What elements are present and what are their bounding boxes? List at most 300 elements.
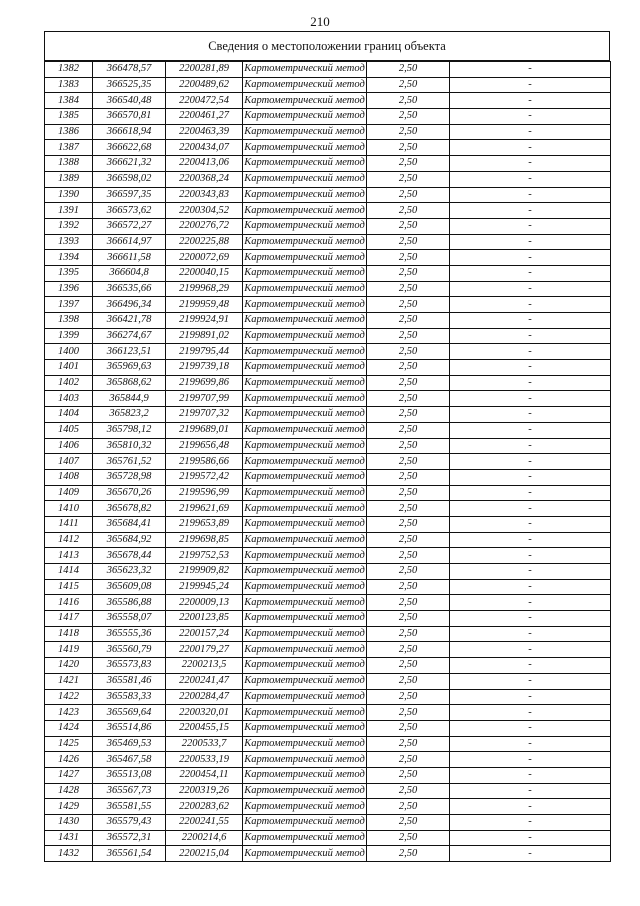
point-number-cell: 1395 [45,265,93,281]
accuracy-cell: 2,50 [367,265,450,281]
y-coordinate-cell: 2200241,47 [166,673,243,689]
method-cell: Картометрический метод [243,218,367,234]
table-row [45,203,611,219]
y-coordinate-cell: 2200489,62 [166,77,243,93]
method-cell: Картометрический метод [243,124,367,140]
method-cell: Картометрический метод [243,454,367,470]
table-row [45,815,611,831]
y-coordinate-cell: 2200455,15 [166,720,243,736]
table-row [45,469,611,485]
point-number-cell: 1419 [45,642,93,658]
accuracy-cell: 2,50 [367,815,450,831]
y-coordinate-cell: 2200461,27 [166,109,243,125]
method-cell: Картометрический метод [243,109,367,125]
y-coordinate-cell: 2199909,82 [166,564,243,580]
page-number: 210 [310,14,330,29]
x-coordinate-cell: 365467,58 [93,752,166,768]
x-coordinate-cell: 365823,2 [93,407,166,423]
description-cell: - [450,720,611,736]
y-coordinate-cell: 2199891,02 [166,328,243,344]
table-row [45,454,611,470]
method-cell: Картометрический метод [243,611,367,627]
point-number-cell: 1425 [45,736,93,752]
x-coordinate-cell: 365810,32 [93,438,166,454]
description-cell: - [450,156,611,172]
table-row [45,93,611,109]
point-number-cell: 1418 [45,626,93,642]
y-coordinate-cell: 2199945,24 [166,579,243,595]
table-row [45,799,611,815]
accuracy-cell: 2,50 [367,579,450,595]
x-coordinate-cell: 365684,41 [93,516,166,532]
description-cell: - [450,689,611,705]
x-coordinate-cell: 366614,97 [93,234,166,250]
y-coordinate-cell: 2199656,48 [166,438,243,454]
description-cell: - [450,360,611,376]
y-coordinate-cell: 2199586,66 [166,454,243,470]
description-cell: - [450,815,611,831]
method-cell: Картометрический метод [243,720,367,736]
accuracy-cell: 2,50 [367,720,450,736]
method-cell: Картометрический метод [243,265,367,281]
table-row [45,548,611,564]
description-cell: - [450,752,611,768]
y-coordinate-cell: 2199959,48 [166,297,243,313]
point-number-cell: 1429 [45,799,93,815]
x-coordinate-cell: 365586,88 [93,595,166,611]
y-coordinate-cell: 2200319,26 [166,783,243,799]
y-coordinate-cell: 2200304,52 [166,203,243,219]
description-cell: - [450,265,611,281]
description-cell: - [450,250,611,266]
description-cell: - [450,611,611,627]
table-row [45,736,611,752]
method-cell: Картометрический метод [243,626,367,642]
y-coordinate-cell: 2200157,24 [166,626,243,642]
y-coordinate-cell: 2199968,29 [166,281,243,297]
x-coordinate-cell: 365728,98 [93,469,166,485]
table-row [45,579,611,595]
table-row [45,752,611,768]
description-cell: - [450,579,611,595]
accuracy-cell: 2,50 [367,485,450,501]
method-cell: Картометрический метод [243,250,367,266]
y-coordinate-cell: 2199707,99 [166,391,243,407]
description-cell: - [450,767,611,783]
point-number-cell: 1409 [45,485,93,501]
accuracy-cell: 2,50 [367,203,450,219]
coordinates-table [44,61,611,862]
table-row [45,407,611,423]
y-coordinate-cell: 2200214,6 [166,830,243,846]
description-cell: - [450,469,611,485]
point-number-cell: 1382 [45,62,93,78]
table-row [45,281,611,297]
table-row [45,391,611,407]
table-row [45,218,611,234]
method-cell: Картометрический метод [243,438,367,454]
point-number-cell: 1401 [45,360,93,376]
table-row [45,187,611,203]
table-row [45,642,611,658]
method-cell: Картометрический метод [243,767,367,783]
y-coordinate-cell: 2200368,24 [166,171,243,187]
y-coordinate-cell: 2199699,86 [166,375,243,391]
accuracy-cell: 2,50 [367,360,450,376]
description-cell: - [450,830,611,846]
method-cell: Картометрический метод [243,799,367,815]
description-cell: - [450,642,611,658]
method-cell: Картометрический метод [243,485,367,501]
x-coordinate-cell: 366622,68 [93,140,166,156]
y-coordinate-cell: 2199653,89 [166,516,243,532]
point-number-cell: 1415 [45,579,93,595]
table-row [45,375,611,391]
accuracy-cell: 2,50 [367,548,450,564]
x-coordinate-cell: 366570,81 [93,109,166,125]
point-number-cell: 1423 [45,705,93,721]
description-cell: - [450,673,611,689]
x-coordinate-cell: 366535,66 [93,281,166,297]
description-cell: - [450,516,611,532]
y-coordinate-cell: 2200472,54 [166,93,243,109]
point-number-cell: 1396 [45,281,93,297]
method-cell: Картометрический метод [243,297,367,313]
accuracy-cell: 2,50 [367,532,450,548]
accuracy-cell: 2,50 [367,124,450,140]
point-number-cell: 1394 [45,250,93,266]
point-number-cell: 1392 [45,218,93,234]
accuracy-cell: 2,50 [367,705,450,721]
y-coordinate-cell: 2200533,7 [166,736,243,752]
method-cell: Картометрический метод [243,642,367,658]
point-number-cell: 1431 [45,830,93,846]
description-cell: - [450,203,611,219]
point-number-cell: 1414 [45,564,93,580]
x-coordinate-cell: 365572,31 [93,830,166,846]
table-row [45,438,611,454]
x-coordinate-cell: 365609,08 [93,579,166,595]
description-cell: - [450,799,611,815]
accuracy-cell: 2,50 [367,391,450,407]
point-number-cell: 1397 [45,297,93,313]
description-cell: - [450,626,611,642]
point-number-cell: 1387 [45,140,93,156]
x-coordinate-cell: 365561,54 [93,846,166,862]
table-row [45,705,611,721]
table-row [45,344,611,360]
table-row [45,77,611,93]
description-cell: - [450,736,611,752]
x-coordinate-cell: 366525,35 [93,77,166,93]
description-cell: - [450,375,611,391]
y-coordinate-cell: 2200320,01 [166,705,243,721]
method-cell: Картометрический метод [243,501,367,517]
method-cell: Картометрический метод [243,344,367,360]
table-row [45,846,611,862]
method-cell: Картометрический метод [243,516,367,532]
method-cell: Картометрический метод [243,579,367,595]
table-row [45,140,611,156]
x-coordinate-cell: 366123,51 [93,344,166,360]
y-coordinate-cell: 2200225,88 [166,234,243,250]
description-cell: - [450,501,611,517]
y-coordinate-cell: 2200123,85 [166,611,243,627]
y-coordinate-cell: 2199698,85 [166,532,243,548]
point-number-cell: 1390 [45,187,93,203]
y-coordinate-cell: 2199752,53 [166,548,243,564]
table-row [45,156,611,172]
description-cell: - [450,281,611,297]
point-number-cell: 1393 [45,234,93,250]
accuracy-cell: 2,50 [367,799,450,815]
x-coordinate-cell: 366598,02 [93,171,166,187]
table-row [45,830,611,846]
accuracy-cell: 2,50 [367,516,450,532]
description-cell: - [450,783,611,799]
accuracy-cell: 2,50 [367,407,450,423]
y-coordinate-cell: 2200040,15 [166,265,243,281]
description-cell: - [450,548,611,564]
x-coordinate-cell: 365469,53 [93,736,166,752]
accuracy-cell: 2,50 [367,218,450,234]
accuracy-cell: 2,50 [367,846,450,862]
x-coordinate-cell: 365581,46 [93,673,166,689]
table-row [45,265,611,281]
accuracy-cell: 2,50 [367,595,450,611]
y-coordinate-cell: 2199621,69 [166,501,243,517]
accuracy-cell: 2,50 [367,454,450,470]
x-coordinate-cell: 366604,8 [93,265,166,281]
description-cell: - [450,564,611,580]
y-coordinate-cell: 2200343,83 [166,187,243,203]
x-coordinate-cell: 365798,12 [93,422,166,438]
x-coordinate-cell: 366274,67 [93,328,166,344]
x-coordinate-cell: 365678,82 [93,501,166,517]
method-cell: Картометрический метод [243,673,367,689]
x-coordinate-cell: 366611,58 [93,250,166,266]
method-cell: Картометрический метод [243,234,367,250]
accuracy-cell: 2,50 [367,673,450,689]
section-title [44,31,610,61]
y-coordinate-cell: 2199572,42 [166,469,243,485]
table-row [45,328,611,344]
table-row [45,422,611,438]
y-coordinate-cell: 2199707,32 [166,407,243,423]
method-cell: Картометрический метод [243,422,367,438]
method-cell: Картометрический метод [243,93,367,109]
method-cell: Картометрический метод [243,203,367,219]
x-coordinate-cell: 366618,94 [93,124,166,140]
y-coordinate-cell: 2200283,62 [166,799,243,815]
accuracy-cell: 2,50 [367,313,450,329]
table-row [45,360,611,376]
table-row [45,673,611,689]
method-cell: Картометрический метод [243,469,367,485]
description-cell: - [450,422,611,438]
accuracy-cell: 2,50 [367,438,450,454]
method-cell: Картометрический метод [243,187,367,203]
description-cell: - [450,407,611,423]
table-row [45,124,611,140]
point-number-cell: 1385 [45,109,93,125]
method-cell: Картометрический метод [243,407,367,423]
y-coordinate-cell: 2200072,69 [166,250,243,266]
method-cell: Картометрический метод [243,830,367,846]
x-coordinate-cell: 366421,78 [93,313,166,329]
point-number-cell: 1406 [45,438,93,454]
accuracy-cell: 2,50 [367,297,450,313]
table-row [45,595,611,611]
point-number-cell: 1417 [45,611,93,627]
method-cell: Картометрический метод [243,156,367,172]
y-coordinate-cell: 2200276,72 [166,218,243,234]
accuracy-cell: 2,50 [367,77,450,93]
x-coordinate-cell: 365761,52 [93,454,166,470]
accuracy-cell: 2,50 [367,689,450,705]
accuracy-cell: 2,50 [367,767,450,783]
y-coordinate-cell: 2199795,44 [166,344,243,360]
table-row [45,297,611,313]
point-number-cell: 1432 [45,846,93,862]
x-coordinate-cell: 365844,9 [93,391,166,407]
point-number-cell: 1388 [45,156,93,172]
description-cell: - [450,313,611,329]
description-cell: - [450,658,611,674]
x-coordinate-cell: 366496,34 [93,297,166,313]
x-coordinate-cell: 365555,36 [93,626,166,642]
x-coordinate-cell: 365514,86 [93,720,166,736]
point-number-cell: 1383 [45,77,93,93]
table-row [45,171,611,187]
accuracy-cell: 2,50 [367,736,450,752]
method-cell: Картометрический метод [243,658,367,674]
description-cell: - [450,344,611,360]
description-cell: - [450,705,611,721]
method-cell: Картометрический метод [243,564,367,580]
boundary-table-sheet [44,31,610,862]
method-cell: Картометрический метод [243,313,367,329]
table-row [45,720,611,736]
x-coordinate-cell: 365670,26 [93,485,166,501]
point-number-cell: 1420 [45,658,93,674]
x-coordinate-cell: 365678,44 [93,548,166,564]
point-number-cell: 1416 [45,595,93,611]
method-cell: Картометрический метод [243,689,367,705]
point-number-cell: 1399 [45,328,93,344]
y-coordinate-cell: 2200454,11 [166,767,243,783]
method-cell: Картометрический метод [243,548,367,564]
method-cell: Картометрический метод [243,752,367,768]
accuracy-cell: 2,50 [367,62,450,78]
x-coordinate-cell: 365684,92 [93,532,166,548]
x-coordinate-cell: 365579,43 [93,815,166,831]
description-cell: - [450,171,611,187]
point-number-cell: 1421 [45,673,93,689]
description-cell: - [450,109,611,125]
table-row [45,313,611,329]
table-row [45,611,611,627]
description-cell: - [450,595,611,611]
y-coordinate-cell: 2200241,55 [166,815,243,831]
accuracy-cell: 2,50 [367,156,450,172]
point-number-cell: 1404 [45,407,93,423]
method-cell: Картометрический метод [243,171,367,187]
x-coordinate-cell: 365513,08 [93,767,166,783]
method-cell: Картометрический метод [243,846,367,862]
description-cell: - [450,234,611,250]
point-number-cell: 1426 [45,752,93,768]
point-number-cell: 1398 [45,313,93,329]
point-number-cell: 1410 [45,501,93,517]
accuracy-cell: 2,50 [367,171,450,187]
accuracy-cell: 2,50 [367,783,450,799]
accuracy-cell: 2,50 [367,328,450,344]
accuracy-cell: 2,50 [367,469,450,485]
table-row [45,783,611,799]
table-row [45,658,611,674]
method-cell: Картометрический метод [243,375,367,391]
accuracy-cell: 2,50 [367,611,450,627]
table-row [45,626,611,642]
method-cell: Картометрический метод [243,77,367,93]
point-number-cell: 1428 [45,783,93,799]
accuracy-cell: 2,50 [367,281,450,297]
x-coordinate-cell: 365583,33 [93,689,166,705]
x-coordinate-cell: 365567,73 [93,783,166,799]
method-cell: Картометрический метод [243,815,367,831]
method-cell: Картометрический метод [243,532,367,548]
accuracy-cell: 2,50 [367,93,450,109]
accuracy-cell: 2,50 [367,564,450,580]
method-cell: Картометрический метод [243,391,367,407]
point-number-cell: 1412 [45,532,93,548]
method-cell: Картометрический метод [243,736,367,752]
point-number-cell: 1405 [45,422,93,438]
description-cell: - [450,93,611,109]
table-row [45,516,611,532]
point-number-cell: 1400 [45,344,93,360]
y-coordinate-cell: 2200463,39 [166,124,243,140]
y-coordinate-cell: 2200213,5 [166,658,243,674]
y-coordinate-cell: 2200009,13 [166,595,243,611]
accuracy-cell: 2,50 [367,140,450,156]
coordinates-table-body [45,62,611,862]
description-cell: - [450,485,611,501]
point-number-cell: 1411 [45,516,93,532]
table-row [45,250,611,266]
description-cell: - [450,62,611,78]
point-number-cell: 1430 [45,815,93,831]
point-number-cell: 1427 [45,767,93,783]
point-number-cell: 1413 [45,548,93,564]
accuracy-cell: 2,50 [367,375,450,391]
y-coordinate-cell: 2200215,04 [166,846,243,862]
table-row [45,62,611,78]
x-coordinate-cell: 365969,63 [93,360,166,376]
point-number-cell: 1422 [45,689,93,705]
method-cell: Картометрический метод [243,595,367,611]
description-cell: - [450,846,611,862]
accuracy-cell: 2,50 [367,658,450,674]
x-coordinate-cell: 366597,35 [93,187,166,203]
table-row [45,689,611,705]
y-coordinate-cell: 2200281,89 [166,62,243,78]
table-row [45,767,611,783]
method-cell: Картометрический метод [243,281,367,297]
accuracy-cell: 2,50 [367,344,450,360]
table-row [45,109,611,125]
